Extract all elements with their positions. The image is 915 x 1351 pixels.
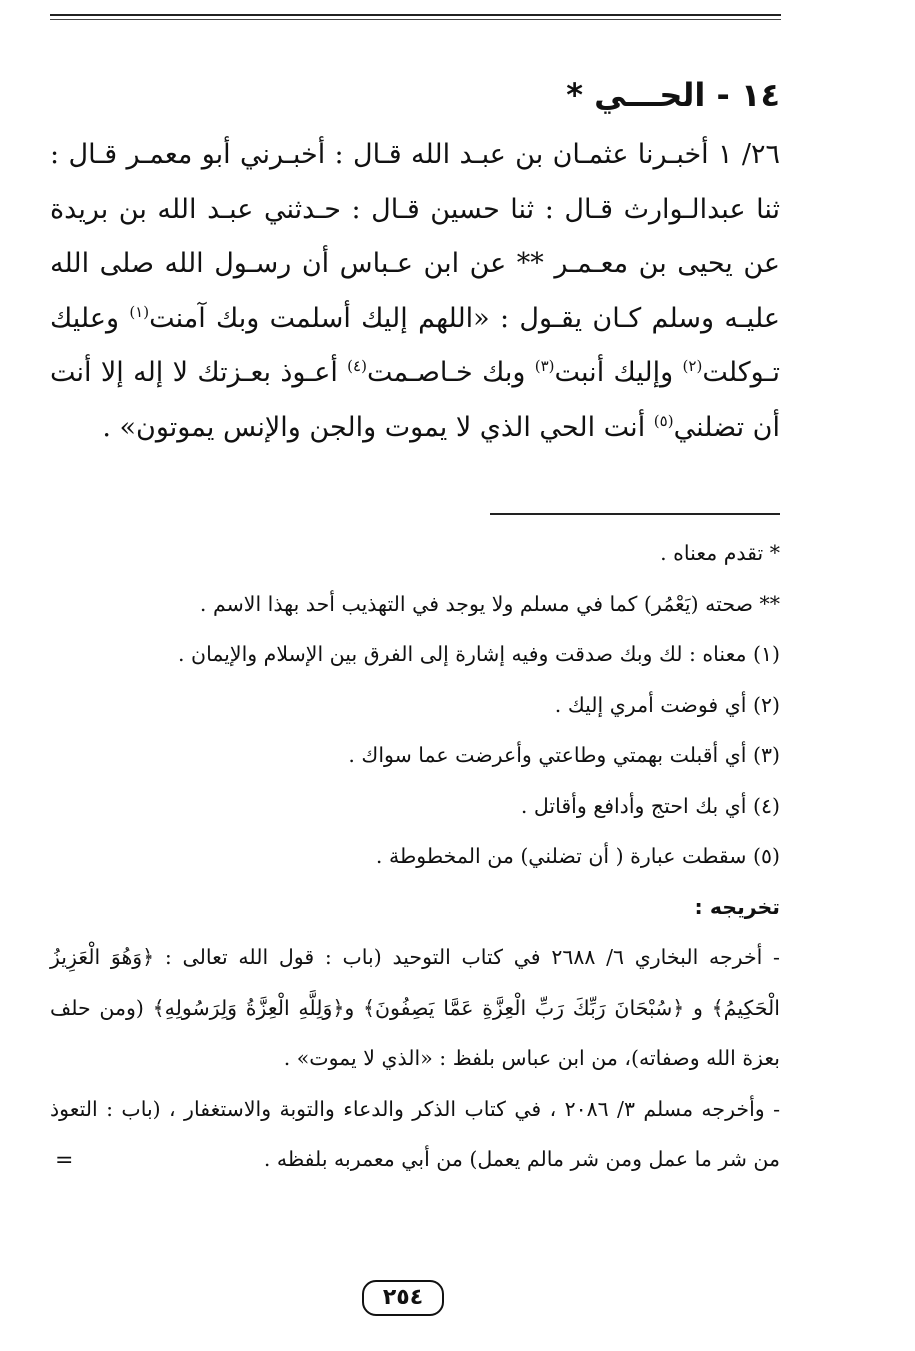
hadith-text-part: وبك خـاصـمت xyxy=(366,357,535,388)
footnote-4: (٤) أي بك احتج وأدافع وأقاتل . xyxy=(520,793,780,818)
footnote-3: (٣) أي أقبلت بهمتي وطاعتي وأعرضت عما سواك . xyxy=(348,743,780,767)
takhrij-bukhari: - أخرجه البخاري ٦/ ٢٦٨٨ في كتاب التوحيد (باب : قول الله تعالى : ﴿وَهُوَ الْعَزِيزُ الْحَكِيمُ﴾ و ﴿سُبْحَانَ رَبِّكَ رَبِّ الْعِزَّةِ عَمَّا يَصِفُونَ﴾ و﴿وَلِلَّهِ الْعِزَّةُ وَلِرَسُولِهِ﴾ (ومن حلف بعزة الله وصفاته)، من ابن عباس بلفظ : «الذي لا يموت» . xyxy=(50,945,780,1070)
footnote-marker-3: (٣) xyxy=(534,357,555,375)
section-heading: ١٤ - الحـــي * xyxy=(566,76,780,114)
footnote-1: (١) معناه : لك وبك صدقت وفيه إشارة إلى الفرق بين الإسلام والإيمان . xyxy=(177,642,780,666)
footnote-marker-4: (٤) xyxy=(347,357,367,375)
takhrij-muslim: - وأخرجه مسلم ٣/ ٢٠٨٦ ، في كتاب الذكر والدعاء والتوبة والاستغفار ، (باب : التعوذ من شر ما عمل ومن شر مالم يعمل) من أبي معمربه بلفظه . xyxy=(50,1096,780,1171)
footnote-5: (٥) سقطت عبارة ( أن تضلني) من المخطوطة . xyxy=(375,844,780,868)
footnote-marker-5: (٥) xyxy=(653,411,674,430)
page-number: ٢٥٤ xyxy=(362,1280,444,1316)
hadith-text-part: وعليك تـوكلت xyxy=(50,302,781,388)
footnote-marker-1: (١) xyxy=(129,302,150,321)
footnotes xyxy=(50,528,780,1185)
hadith-text xyxy=(50,128,780,455)
footnote-separator xyxy=(490,513,780,515)
takhrij-heading: تخريجه : xyxy=(694,894,780,919)
footnote-double-star: ** صحته (يَعْمُر) كما في مسلم ولا يوجد في التهذيب أحد بهذا الاسم . xyxy=(199,591,780,616)
footnote-2: (٢) أي فوضت أمري إليك . xyxy=(554,692,780,717)
top-border-line-thin xyxy=(50,19,781,20)
top-border-line xyxy=(50,14,781,16)
hadith-text-part: أعـوذ بعـزتك لا إله إلا أنت أن تضلني xyxy=(50,357,780,443)
continuation-mark: = xyxy=(55,1148,74,1173)
hadith-text-part: ٢٦/ ١ أخبـرنا عثمـان بن عبـد الله قـال : أخبـرني أبو معمـر قـال : ثنا عبدالـوارث قـال : ثنا حسين قـال : حـدثني عبـد الله بن بريدة عن يحيى بن معـمـر ** عن ابن عـباس أن رسـول الله صلى الله عليـه وسلم كـان يقـول : «اللهم إليك أسلمت وبك آمنت xyxy=(50,139,780,334)
footnote-marker-2: (٢) xyxy=(682,357,703,375)
footnote-star: * تقدم معناه . xyxy=(660,541,780,565)
hadith-text-part: أنت الحي الذي لا يموت والجن والإنس يموتون» . xyxy=(102,411,654,443)
hadith-text-part: وإليك أنبت xyxy=(554,357,683,388)
